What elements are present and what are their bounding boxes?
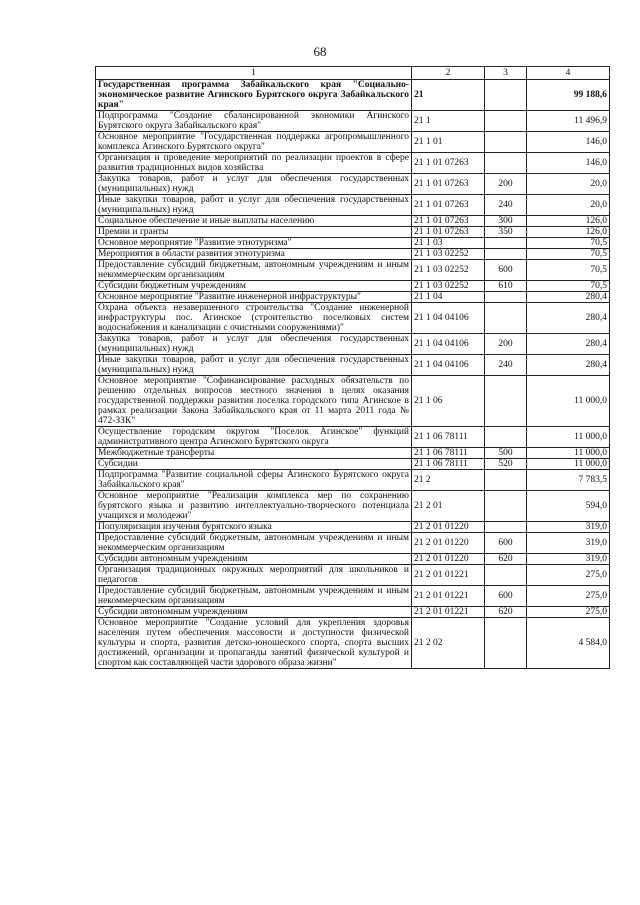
- table-row: [96, 292, 610, 303]
- row-name-cell: Предоставление субсидий бюджетным, автономным учреждениям и иным некоммерческим организациям: [96, 260, 412, 281]
- row-name-cell: Охрана объекта незавершенного строительства "Создание инженерной инфраструктуры пос. Агинское (строительство поселковых систем водоснабжения и канализации с очистными сооружениями)": [96, 303, 412, 334]
- row-code-cell: 21 1 06 78111: [412, 459, 485, 470]
- row-type-cell: [485, 303, 527, 334]
- row-name-cell: Субсидии автономным учреждениям: [96, 554, 412, 565]
- row-code-cell: 21 1 01 07263: [412, 195, 485, 216]
- row-type-cell: 240: [485, 195, 527, 216]
- row-amount-cell: 11 000,0: [527, 427, 610, 448]
- row-amount-cell: 319,0: [527, 533, 610, 554]
- row-type-cell: [485, 618, 527, 669]
- table-row: [96, 522, 610, 533]
- table-row: [96, 303, 610, 334]
- row-type-cell: [485, 153, 527, 174]
- table-row: [96, 427, 610, 448]
- row-code-cell: 21 1 03: [412, 238, 485, 249]
- row-name-cell: Субсидии автономным учреждениям: [96, 607, 412, 618]
- row-type-cell: 240: [485, 355, 527, 376]
- row-name-cell: Предоставление субсидий бюджетным, автономным учреждениям и иным некоммерческим организациям: [96, 533, 412, 554]
- row-amount-cell: 11 000,0: [527, 376, 610, 427]
- row-code-cell: 21 1 03 02252: [412, 260, 485, 281]
- row-code-cell: 21 1 01: [412, 132, 485, 153]
- row-amount-cell: 280,4: [527, 292, 610, 303]
- row-type-cell: 200: [485, 334, 527, 355]
- row-code-cell: 21 2 01 01220: [412, 533, 485, 554]
- row-type-cell: 600: [485, 260, 527, 281]
- table-header-row: [96, 67, 610, 80]
- table-row: [96, 459, 610, 470]
- row-name-cell: Организация традиционных окружных мероприятий для школьников и педагогов: [96, 565, 412, 586]
- table-row: [96, 216, 610, 227]
- row-amount-cell: 20,0: [527, 195, 610, 216]
- table-row: [96, 334, 610, 355]
- table-row: [96, 281, 610, 292]
- row-code-cell: 21: [412, 80, 485, 111]
- row-code-cell: 21 2 02: [412, 618, 485, 669]
- table-row: [96, 376, 610, 427]
- header-cell-code: 2: [412, 67, 485, 80]
- row-code-cell: 21 1 03 02252: [412, 249, 485, 260]
- row-name-cell: Межбюджетные трансферты: [96, 448, 412, 459]
- row-name-cell: Основное мероприятие "Создание условий для укрепления здоровья населения путем обеспечения массовости и доступности физической культуры и спорта, развития детско-юношеского спорта, спорта высших достижений, организации и пропаганды занятий физической культурой и спортом как составляющей части здорового образа жизни": [96, 618, 412, 669]
- row-amount-cell: 275,0: [527, 565, 610, 586]
- row-type-cell: 500: [485, 448, 527, 459]
- row-amount-cell: 280,4: [527, 303, 610, 334]
- row-code-cell: 21 1 01 07263: [412, 227, 485, 238]
- row-type-cell: 600: [485, 586, 527, 607]
- row-name-cell: Иные закупки товаров, работ и услуг для обеспечения государственных (муниципальных) нужд: [96, 355, 412, 376]
- row-code-cell: 21 1 01 07263: [412, 216, 485, 227]
- row-amount-cell: 126,0: [527, 216, 610, 227]
- row-name-cell: Основное мероприятие "Развитие инженерной инфраструктуры": [96, 292, 412, 303]
- row-type-cell: 300: [485, 216, 527, 227]
- row-type-cell: 620: [485, 554, 527, 565]
- row-amount-cell: 7 783,5: [527, 470, 610, 491]
- row-name-cell: Субсидии: [96, 459, 412, 470]
- table-row: [96, 607, 610, 618]
- row-name-cell: Предоставление субсидий бюджетным, автономным учреждениям и иным некоммерческим организациям: [96, 586, 412, 607]
- row-amount-cell: 70,5: [527, 260, 610, 281]
- row-type-cell: [485, 249, 527, 260]
- table-row: [96, 227, 610, 238]
- budget-table-body: [96, 67, 610, 669]
- row-name-cell: Основное мероприятие "Развитие этнотуризма": [96, 238, 412, 249]
- row-name-cell: Закупка товаров, работ и услуг для обеспечения государственных (муниципальных) нужд: [96, 334, 412, 355]
- row-amount-cell: 70,5: [527, 281, 610, 292]
- row-code-cell: 21 1 04 04106: [412, 303, 485, 334]
- table-row: [96, 111, 610, 132]
- header-cell-amount: 4: [527, 67, 610, 80]
- row-type-cell: [485, 427, 527, 448]
- table-row: [96, 355, 610, 376]
- row-type-cell: 350: [485, 227, 527, 238]
- row-name-cell: Иные закупки товаров, работ и услуг для обеспечения государственных (муниципальных) нужд: [96, 195, 412, 216]
- row-name-cell: Основное мероприятие "Софинансирование расходных обязательств по решению отдельных вопросов местного значения в целях оказания государственной поддержки развития поселка городского типа Агинское в рамках реализации Закона Забайкальского края от 11 марта 2011 года № 472-ЗЗК": [96, 376, 412, 427]
- row-code-cell: 21 1 03 02252: [412, 281, 485, 292]
- row-name-cell: Субсидии бюджетным учреждениям: [96, 281, 412, 292]
- row-amount-cell: 4 584,0: [527, 618, 610, 669]
- row-code-cell: 21 2 01 01220: [412, 554, 485, 565]
- row-amount-cell: 126,0: [527, 227, 610, 238]
- row-name-cell: Основное мероприятие "Государственная поддержка агропромышленного комплекса Агинского Бурятского округа": [96, 132, 412, 153]
- row-code-cell: 21 1: [412, 111, 485, 132]
- row-name-cell: Мероприятия в области развития этнотуризма: [96, 249, 412, 260]
- row-type-cell: 600: [485, 533, 527, 554]
- row-code-cell: 21 1 04 04106: [412, 355, 485, 376]
- row-name-cell: Осуществление городским округом "Поселок Агинское" функций административного центра Агинского Бурятского округа: [96, 427, 412, 448]
- row-code-cell: 21 2 01 01221: [412, 586, 485, 607]
- table-row: [96, 249, 610, 260]
- row-type-cell: [485, 111, 527, 132]
- table-row: [96, 174, 610, 195]
- row-amount-cell: 280,4: [527, 334, 610, 355]
- row-type-cell: [485, 238, 527, 249]
- row-code-cell: 21 2 01 01221: [412, 565, 485, 586]
- row-type-cell: [485, 376, 527, 427]
- table-row: [96, 80, 610, 111]
- row-code-cell: 21 2 01: [412, 491, 485, 522]
- row-type-cell: [485, 522, 527, 533]
- row-amount-cell: 275,0: [527, 607, 610, 618]
- row-name-cell: Государственная программа Забайкальского края "Социально-экономическое развитие Агинского Бурятского округа Забайкальского края": [96, 80, 412, 111]
- row-code-cell: 21 1 04 04106: [412, 334, 485, 355]
- row-code-cell: 21 1 06 78111: [412, 448, 485, 459]
- header-cell-name: 1: [96, 67, 412, 80]
- row-code-cell: 21 1 06: [412, 376, 485, 427]
- row-code-cell: 21 2 01 01220: [412, 522, 485, 533]
- row-type-cell: 620: [485, 607, 527, 618]
- budget-table: [95, 66, 610, 669]
- row-amount-cell: 146,0: [527, 153, 610, 174]
- header-cell-type: 3: [485, 67, 527, 80]
- row-code-cell: 21 2: [412, 470, 485, 491]
- row-name-cell: Премии и гранты: [96, 227, 412, 238]
- row-type-cell: 520: [485, 459, 527, 470]
- row-amount-cell: 11 000,0: [527, 459, 610, 470]
- row-type-cell: 610: [485, 281, 527, 292]
- table-row: [96, 491, 610, 522]
- row-code-cell: 21 1 04: [412, 292, 485, 303]
- row-amount-cell: 146,0: [527, 132, 610, 153]
- row-type-cell: [485, 80, 527, 111]
- row-amount-cell: 99 188,6: [527, 80, 610, 111]
- row-type-cell: 200: [485, 174, 527, 195]
- row-code-cell: 21 1 01 07263: [412, 153, 485, 174]
- table-row: [96, 533, 610, 554]
- row-name-cell: Подпрограмма "Развитие социальной сферы Агинского Бурятского округа Забайкальского края": [96, 470, 412, 491]
- row-name-cell: Социальное обеспечение и иные выплаты населению: [96, 216, 412, 227]
- row-amount-cell: 319,0: [527, 522, 610, 533]
- row-type-cell: [485, 292, 527, 303]
- row-amount-cell: 280,4: [527, 355, 610, 376]
- row-amount-cell: 11 496,9: [527, 111, 610, 132]
- row-name-cell: Закупка товаров, работ и услуг для обеспечения государственных (муниципальных) нужд: [96, 174, 412, 195]
- row-type-cell: [485, 565, 527, 586]
- table-row: [96, 238, 610, 249]
- table-row: [96, 565, 610, 586]
- row-type-cell: [485, 491, 527, 522]
- table-row: [96, 132, 610, 153]
- row-code-cell: 21 1 01 07263: [412, 174, 485, 195]
- row-amount-cell: 319,0: [527, 554, 610, 565]
- table-row: [96, 153, 610, 174]
- row-code-cell: 21 2 01 01221: [412, 607, 485, 618]
- row-amount-cell: 70,5: [527, 249, 610, 260]
- table-row: [96, 195, 610, 216]
- page-number: 68: [313, 44, 327, 59]
- table-row: [96, 586, 610, 607]
- row-name-cell: Популяризация изучения бурятского языка: [96, 522, 412, 533]
- row-amount-cell: 20,0: [527, 174, 610, 195]
- row-amount-cell: 70,5: [527, 238, 610, 249]
- table-row: [96, 470, 610, 491]
- row-type-cell: [485, 132, 527, 153]
- row-amount-cell: 275,0: [527, 586, 610, 607]
- row-name-cell: Подпрограмма "Создание сбалансированной экономики Агинского Бурятского округа Забайкальского края": [96, 111, 412, 132]
- row-code-cell: 21 1 06 78111: [412, 427, 485, 448]
- table-row: [96, 260, 610, 281]
- table-row: [96, 618, 610, 669]
- table-row: [96, 448, 610, 459]
- row-amount-cell: 11 000,0: [527, 448, 610, 459]
- table-row: [96, 554, 610, 565]
- row-type-cell: [485, 470, 527, 491]
- row-name-cell: Организация и проведение мероприятий по реализации проектов в сфере развития традиционных видов хозяйства: [96, 153, 412, 174]
- row-name-cell: Основное мероприятие "Реализация комплекса мер по сохранению бурятского языка и развитию интеллектуально-творческого потенциала учащихся и молодежи": [96, 491, 412, 522]
- row-amount-cell: 594,0: [527, 491, 610, 522]
